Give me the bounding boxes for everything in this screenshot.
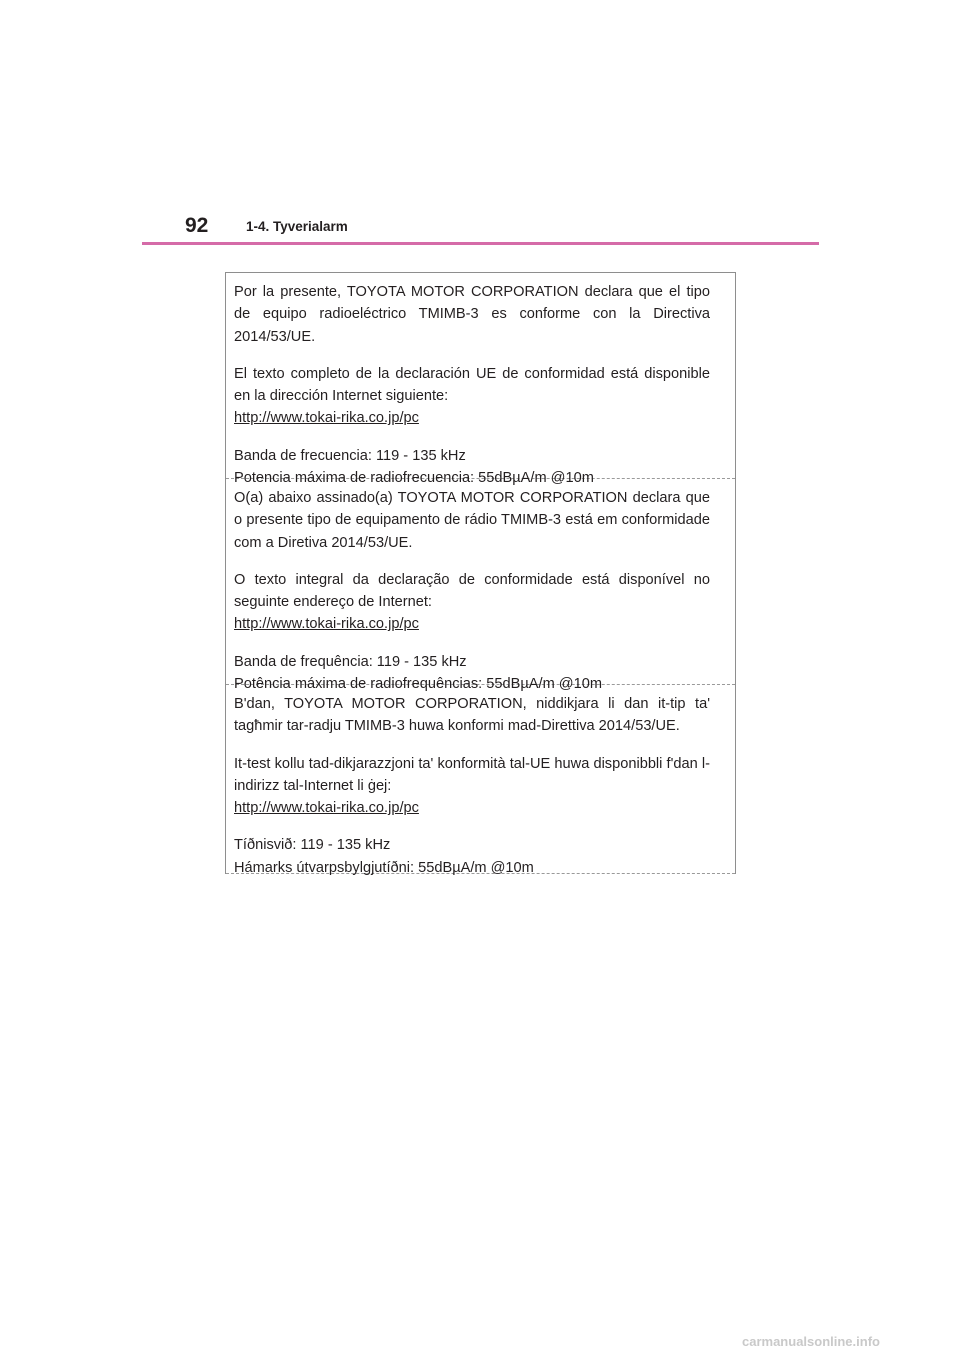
spec-text bbox=[234, 834, 710, 879]
frequency-band: Banda de frecuencia: 119 - 135 kHz bbox=[234, 447, 466, 464]
declaration-text: O(a) abaixo assinado(a) TOYOTA MOTOR CORPORATION declara que o presente tipo de equipamento de rádio TMIMB-3 está em conformidade com a Diretiva 2014/53/UE. bbox=[234, 490, 710, 551]
availability-text bbox=[234, 363, 710, 430]
availability-sentence: It-test kollu tad-dikjarazzjoni ta' konformità tal-UE huwa disponibbli f'dan l-indirizz tal-Internet li ġej: bbox=[234, 755, 710, 794]
declaration-link[interactable]: http://www.tokai-rika.co.jp/pc bbox=[234, 410, 419, 427]
page-number: 92 bbox=[185, 214, 209, 237]
declaration-block-maltese bbox=[226, 685, 735, 874]
frequency-band: Banda de frequência: 119 - 135 kHz bbox=[234, 653, 467, 670]
availability-text bbox=[234, 753, 710, 820]
declaration-text: B'dan, TOYOTA MOTOR CORPORATION, niddikjara li dan it-tip ta' tagħmir tar-radju TMIMB-3 huwa konformi mad-Direttiva 2014/53/UE. bbox=[234, 696, 710, 735]
section-title: 1-4. Tyverialarm bbox=[246, 219, 348, 234]
declaration-table bbox=[225, 272, 736, 874]
declaration-link[interactable]: http://www.tokai-rika.co.jp/pc bbox=[234, 800, 419, 817]
frequency-band: Tíðnisvið: 119 - 135 kHz bbox=[234, 837, 391, 854]
max-power: Hámarks útvarpsbylgjutíðni: 55dBµA/m @10m bbox=[234, 859, 534, 876]
max-power: Potencia máxima de radiofrecuencia: 55dBµA/m @10m bbox=[234, 470, 594, 487]
availability-sentence: El texto completo de la declaración UE de conformidad está disponible en la dirección Internet siguiente: bbox=[234, 365, 710, 405]
declaration-link[interactable]: http://www.tokai-rika.co.jp/pc bbox=[234, 616, 419, 633]
max-power: Potência máxima de radiofrequências: 55dBµA/m @10m bbox=[234, 676, 602, 693]
declaration-block-spanish bbox=[226, 273, 735, 487]
declaration-block-portuguese bbox=[226, 479, 735, 693]
watermark: carmanualsonline.info bbox=[742, 1334, 880, 1349]
availability-sentence: O texto integral da declaração de conformidade está disponível no seguinte endereço de Internet: bbox=[234, 571, 710, 611]
header-divider bbox=[142, 242, 819, 245]
declaration-text: Por la presente, TOYOTA MOTOR CORPORATION declara que el tipo de equipo radioeléctrico TMIMB-3 es conforme con la Directiva 2014/53/UE. bbox=[234, 284, 710, 345]
availability-text bbox=[234, 569, 710, 636]
